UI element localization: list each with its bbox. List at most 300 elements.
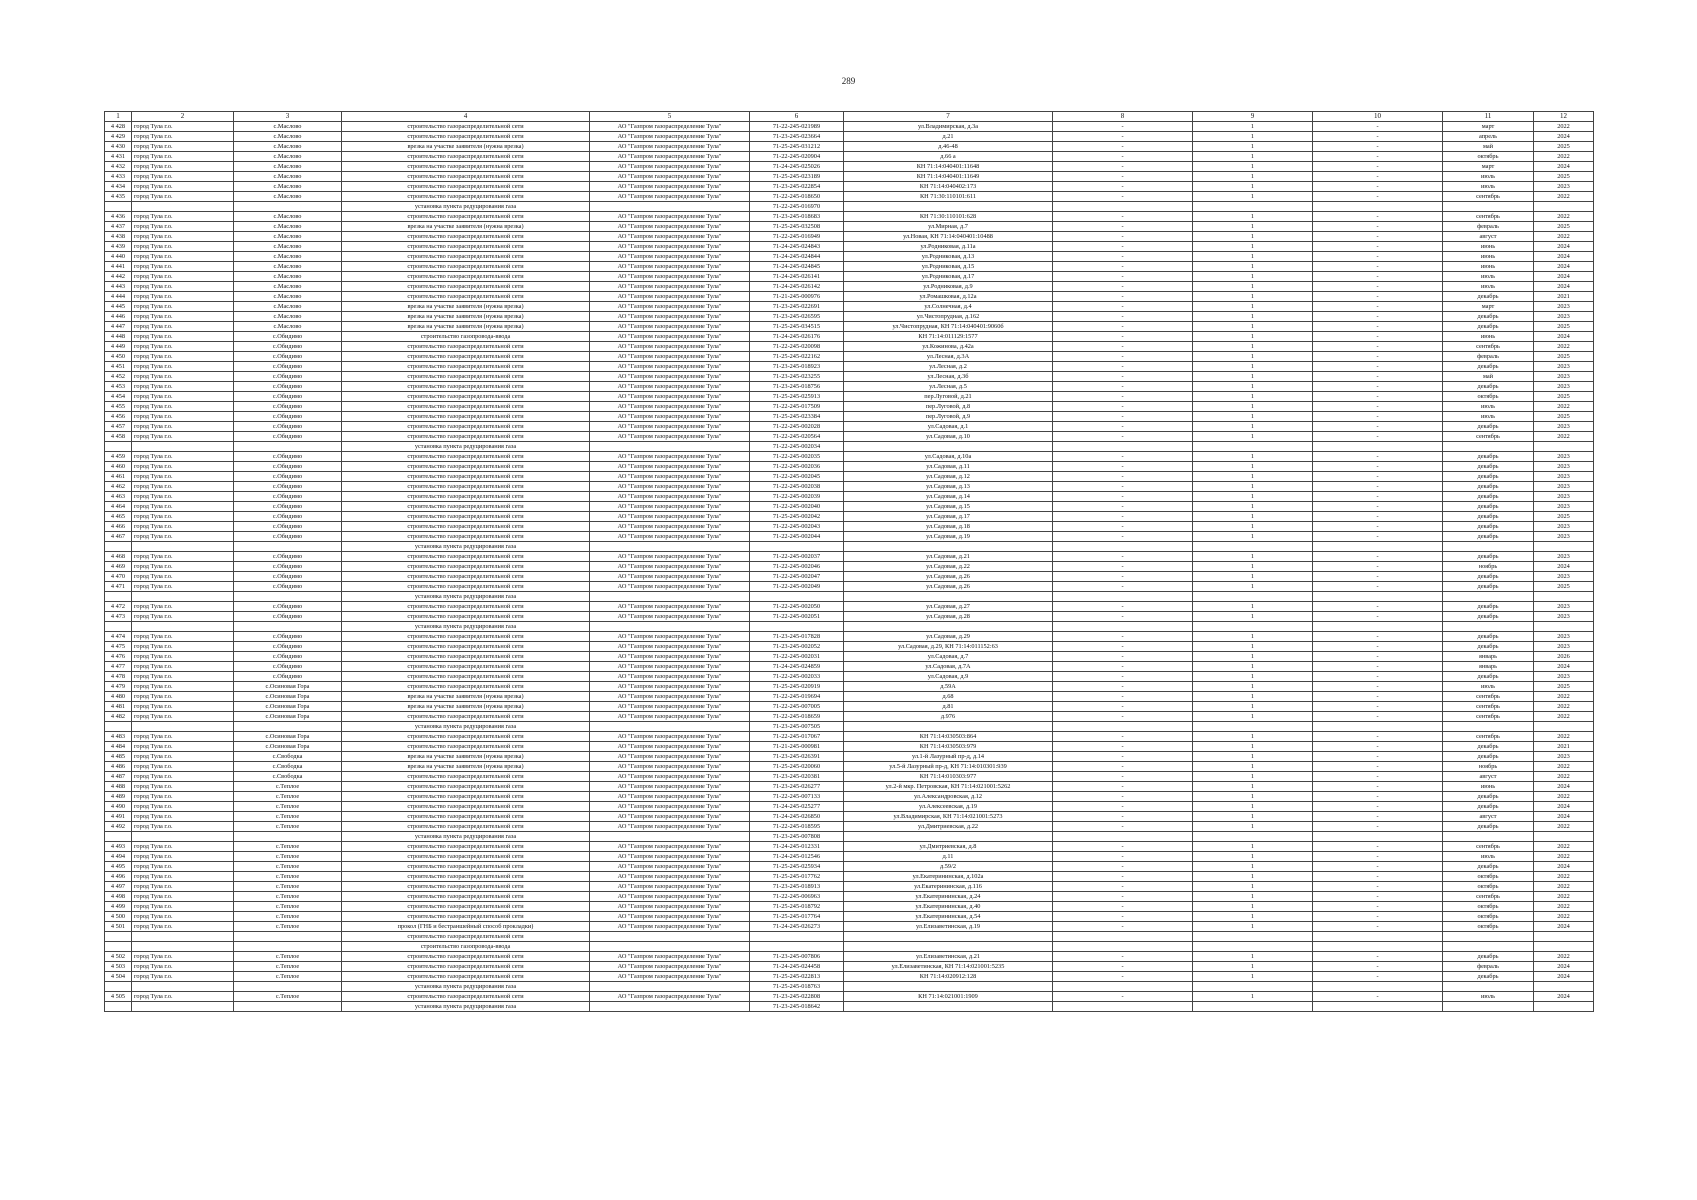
request-code-cell: 71-25-245-025934 xyxy=(750,862,844,872)
column-number-4: 4 xyxy=(342,112,590,122)
year-cell: 2025 xyxy=(1534,582,1594,592)
col9-cell: 1 xyxy=(1193,792,1313,802)
settlement-cell: с.Обидимо xyxy=(234,362,342,372)
organization-cell: АО "Газпром газораспределение Тула" xyxy=(590,762,750,772)
month-cell xyxy=(1443,622,1534,632)
col8-cell: - xyxy=(1053,912,1193,922)
request-code-cell: 71-22-245-002038 xyxy=(750,482,844,492)
address-cell: ул.1-й Лазурный пр-д, д.14 xyxy=(844,752,1053,762)
work-type-cell: строительство газораспределительной сети xyxy=(342,532,590,542)
row-number: 4 484 xyxy=(105,742,132,752)
month-cell xyxy=(1443,1002,1534,1012)
table-row xyxy=(105,552,1594,562)
row-number xyxy=(105,622,132,632)
request-code-cell: 71-23-245-022808 xyxy=(750,992,844,1002)
month-cell: декабрь xyxy=(1443,792,1534,802)
work-type-cell: строительство газопровода-ввода xyxy=(342,942,590,952)
address-cell xyxy=(844,202,1053,212)
settlement-cell xyxy=(234,202,342,212)
table-row xyxy=(105,582,1594,592)
settlement-cell: с.Теплое xyxy=(234,952,342,962)
col8-cell: - xyxy=(1053,142,1193,152)
col9-cell: 1 xyxy=(1193,862,1313,872)
col10-cell: - xyxy=(1313,752,1443,762)
settlement-cell: с.Свободка xyxy=(234,762,342,772)
address-cell: ул.Садовая, д.22 xyxy=(844,562,1053,572)
row-number: 4 437 xyxy=(105,222,132,232)
table-row xyxy=(105,732,1594,742)
request-code-cell: 71-23-245-007808 xyxy=(750,832,844,842)
row-number: 4 457 xyxy=(105,422,132,432)
work-type-cell: строительство газораспределительной сети xyxy=(342,432,590,442)
month-cell: февраль xyxy=(1443,962,1534,972)
col8-cell xyxy=(1053,1002,1193,1012)
row-number: 4 430 xyxy=(105,142,132,152)
table-row xyxy=(105,242,1594,252)
request-code-cell: 71-23-245-018756 xyxy=(750,382,844,392)
request-code-cell: 71-23-245-002052 xyxy=(750,642,844,652)
col8-cell: - xyxy=(1053,492,1193,502)
year-cell: 2025 xyxy=(1534,352,1594,362)
row-number: 4 465 xyxy=(105,512,132,522)
col8-cell: - xyxy=(1053,352,1193,362)
table-row xyxy=(105,282,1594,292)
organization-cell: АО "Газпром газораспределение Тула" xyxy=(590,912,750,922)
row-number: 4 493 xyxy=(105,842,132,852)
col10-cell: - xyxy=(1313,562,1443,572)
address-cell: КН 71:14:040401:11648 xyxy=(844,162,1053,172)
row-number: 4 486 xyxy=(105,762,132,772)
column-number-10: 10 xyxy=(1313,112,1443,122)
col10-cell: - xyxy=(1313,462,1443,472)
address-cell: ул.Садовая, д.13 xyxy=(844,482,1053,492)
request-code-cell: 71-25-245-017762 xyxy=(750,872,844,882)
row-number: 4 445 xyxy=(105,302,132,312)
table-row xyxy=(105,592,1594,602)
month-cell: сентябрь xyxy=(1443,432,1534,442)
year-cell: 2023 xyxy=(1534,312,1594,322)
column-number-6: 6 xyxy=(750,112,844,122)
col9-cell: 1 xyxy=(1193,872,1313,882)
col9-cell: 1 xyxy=(1193,652,1313,662)
organization-cell: АО "Газпром газораспределение Тула" xyxy=(590,792,750,802)
work-type-cell: строительство газораспределительной сети xyxy=(342,882,590,892)
settlement-cell: с.Теплое xyxy=(234,912,342,922)
row-number: 4 452 xyxy=(105,372,132,382)
col10-cell: - xyxy=(1313,362,1443,372)
col8-cell: - xyxy=(1053,902,1193,912)
organization-cell: АО "Газпром газораспределение Тула" xyxy=(590,892,750,902)
month-cell: июнь xyxy=(1443,242,1534,252)
request-code-cell: 71-21-245-000981 xyxy=(750,742,844,752)
work-type-cell: строительство газораспределительной сети xyxy=(342,912,590,922)
year-cell: 2022 xyxy=(1534,902,1594,912)
row-number: 4 472 xyxy=(105,602,132,612)
col8-cell: - xyxy=(1053,962,1193,972)
col9-cell xyxy=(1193,932,1313,942)
col8-cell: - xyxy=(1053,242,1193,252)
col8-cell: - xyxy=(1053,752,1193,762)
month-cell: декабрь xyxy=(1443,322,1534,332)
city-cell: город Тула г.о. xyxy=(132,262,234,272)
table-body xyxy=(105,122,1594,1012)
row-number: 4 463 xyxy=(105,492,132,502)
address-cell: ул.Садовая, д.28 xyxy=(844,612,1053,622)
col10-cell: - xyxy=(1313,772,1443,782)
col10-cell: - xyxy=(1313,122,1443,132)
col8-cell: - xyxy=(1053,522,1193,532)
work-type-cell: врезка на участке заявителя (нужна врезка) xyxy=(342,142,590,152)
city-cell: город Тула г.о. xyxy=(132,402,234,412)
col10-cell: - xyxy=(1313,742,1443,752)
address-cell: ул.Садовая, д.17 xyxy=(844,512,1053,522)
col10-cell: - xyxy=(1313,582,1443,592)
row-number: 4 450 xyxy=(105,352,132,362)
organization-cell: АО "Газпром газораспределение Тула" xyxy=(590,412,750,422)
address-cell: ул.Садовая, д.11 xyxy=(844,462,1053,472)
table-row xyxy=(105,412,1594,422)
organization-cell: АО "Газпром газораспределение Тула" xyxy=(590,352,750,362)
month-cell: декабрь xyxy=(1443,502,1534,512)
work-type-cell: строительство газораспределительной сети xyxy=(342,252,590,262)
year-cell: 2024 xyxy=(1534,782,1594,792)
year-cell: 2023 xyxy=(1534,422,1594,432)
month-cell: сентябрь xyxy=(1443,692,1534,702)
organization-cell: АО "Газпром газораспределение Тула" xyxy=(590,262,750,272)
row-number: 4 495 xyxy=(105,862,132,872)
col9-cell: 1 xyxy=(1193,852,1313,862)
table-row xyxy=(105,212,1594,222)
col8-cell: - xyxy=(1053,162,1193,172)
month-cell: август xyxy=(1443,232,1534,242)
request-code-cell: 71-25-245-020060 xyxy=(750,762,844,772)
year-cell xyxy=(1534,942,1594,952)
work-type-cell: врезка на участке заявителя (нужна врезка) xyxy=(342,752,590,762)
month-cell: август xyxy=(1443,812,1534,822)
col9-cell xyxy=(1193,982,1313,992)
month-cell: июнь xyxy=(1443,782,1534,792)
city-cell: город Тула г.о. xyxy=(132,912,234,922)
request-code-cell: 71-22-245-017509 xyxy=(750,402,844,412)
organization-cell: АО "Газпром газораспределение Тула" xyxy=(590,512,750,522)
month-cell: декабрь xyxy=(1443,492,1534,502)
organization-cell xyxy=(590,942,750,952)
city-cell: город Тула г.о. xyxy=(132,992,234,1002)
settlement-cell xyxy=(234,1002,342,1012)
request-code-cell: 71-21-245-000976 xyxy=(750,292,844,302)
month-cell xyxy=(1443,982,1534,992)
work-type-cell: строительство газораспределительной сети xyxy=(342,282,590,292)
year-cell xyxy=(1534,592,1594,602)
table-row xyxy=(105,342,1594,352)
address-cell: КН 71:30:110101:611 xyxy=(844,192,1053,202)
year-cell: 2024 xyxy=(1534,242,1594,252)
row-number: 4 469 xyxy=(105,562,132,572)
table-row xyxy=(105,622,1594,632)
request-code-cell: 71-23-245-020381 xyxy=(750,772,844,782)
city-cell: город Тула г.о. xyxy=(132,822,234,832)
table-row xyxy=(105,222,1594,232)
column-number-3: 3 xyxy=(234,112,342,122)
organization-cell: АО "Газпром газораспределение Тула" xyxy=(590,362,750,372)
settlement-cell: с.Маслово xyxy=(234,302,342,312)
col10-cell: - xyxy=(1313,222,1443,232)
table-row xyxy=(105,312,1594,322)
col9-cell: 1 xyxy=(1193,132,1313,142)
col8-cell: - xyxy=(1053,132,1193,142)
registry-table xyxy=(104,111,1594,1012)
month-cell: апрель xyxy=(1443,132,1534,142)
address-cell: ул.Садовая, д.18 xyxy=(844,522,1053,532)
col10-cell: - xyxy=(1313,602,1443,612)
table-row xyxy=(105,352,1594,362)
address-cell: ул.Садовая, д.27 xyxy=(844,602,1053,612)
col8-cell xyxy=(1053,932,1193,942)
col9-cell: 1 xyxy=(1193,802,1313,812)
col8-cell: - xyxy=(1053,872,1193,882)
row-number: 4 480 xyxy=(105,692,132,702)
city-cell: город Тула г.о. xyxy=(132,872,234,882)
table-row xyxy=(105,232,1594,242)
settlement-cell: с.Маслово xyxy=(234,172,342,182)
work-type-cell: строительство газораспределительной сети xyxy=(342,742,590,752)
settlement-cell: с.Обидимо xyxy=(234,422,342,432)
organization-cell: АО "Газпром газораспределение Тула" xyxy=(590,292,750,302)
col10-cell: - xyxy=(1313,292,1443,302)
table-row xyxy=(105,202,1594,212)
row-number: 4 438 xyxy=(105,232,132,242)
col8-cell: - xyxy=(1053,362,1193,372)
address-cell: ул.Садовая, д.19 xyxy=(844,532,1053,542)
col10-cell: - xyxy=(1313,192,1443,202)
col10-cell: - xyxy=(1313,972,1443,982)
col9-cell: 1 xyxy=(1193,172,1313,182)
col8-cell: - xyxy=(1053,742,1193,752)
row-number: 4 456 xyxy=(105,412,132,422)
request-code-cell: 71-24-245-024843 xyxy=(750,242,844,252)
organization-cell: АО "Газпром газораспределение Тула" xyxy=(590,552,750,562)
work-type-cell: строительство газораспределительной сети xyxy=(342,602,590,612)
address-cell: ул.Садовая, д.7 xyxy=(844,652,1053,662)
organization-cell: АО "Газпром газораспределение Тула" xyxy=(590,682,750,692)
col8-cell: - xyxy=(1053,662,1193,672)
settlement-cell: с.Теплое xyxy=(234,992,342,1002)
col10-cell xyxy=(1313,592,1443,602)
city-cell: город Тула г.о. xyxy=(132,162,234,172)
col8-cell: - xyxy=(1053,192,1193,202)
address-cell: ул.Родниковая, д.9 xyxy=(844,282,1053,292)
row-number: 4 468 xyxy=(105,552,132,562)
year-cell xyxy=(1534,202,1594,212)
work-type-cell: установка пункта редуцирования газа xyxy=(342,592,590,602)
organization-cell xyxy=(590,542,750,552)
month-cell: июль xyxy=(1443,272,1534,282)
row-number: 4 485 xyxy=(105,752,132,762)
work-type-cell: строительство газораспределительной сети xyxy=(342,462,590,472)
address-cell: КН 71:14:030503:979 xyxy=(844,742,1053,752)
settlement-cell: с.Обидимо xyxy=(234,512,342,522)
col9-cell: 1 xyxy=(1193,812,1313,822)
request-code-cell: 71-23-245-023664 xyxy=(750,132,844,142)
year-cell: 2023 xyxy=(1534,382,1594,392)
col8-cell: - xyxy=(1053,612,1193,622)
request-code-cell: 71-22-245-021989 xyxy=(750,122,844,132)
organization-cell: АО "Газпром газораспределение Тула" xyxy=(590,132,750,142)
work-type-cell: строительство газораспределительной сети xyxy=(342,932,590,942)
month-cell: декабрь xyxy=(1443,512,1534,522)
row-number: 4 481 xyxy=(105,702,132,712)
row-number xyxy=(105,442,132,452)
year-cell: 2025 xyxy=(1534,172,1594,182)
month-cell: декабрь xyxy=(1443,582,1534,592)
table-row xyxy=(105,602,1594,612)
settlement-cell: с.Маслово xyxy=(234,242,342,252)
row-number: 4 482 xyxy=(105,712,132,722)
col10-cell: - xyxy=(1313,432,1443,442)
city-cell: город Тула г.о. xyxy=(132,882,234,892)
request-code-cell: 71-22-245-002037 xyxy=(750,552,844,562)
city-cell: город Тула г.о. xyxy=(132,582,234,592)
work-type-cell: строительство газораспределительной сети xyxy=(342,772,590,782)
year-cell: 2022 xyxy=(1534,702,1594,712)
col9-cell xyxy=(1193,592,1313,602)
year-cell: 2023 xyxy=(1534,612,1594,622)
organization-cell: АО "Газпром газораспределение Тула" xyxy=(590,332,750,342)
organization-cell xyxy=(590,592,750,602)
settlement-cell xyxy=(234,932,342,942)
address-cell xyxy=(844,722,1053,732)
col10-cell: - xyxy=(1313,872,1443,882)
city-cell: город Тула г.о. xyxy=(132,142,234,152)
col10-cell: - xyxy=(1313,412,1443,422)
organization-cell: АО "Газпром газораспределение Тула" xyxy=(590,232,750,242)
row-number: 4 443 xyxy=(105,282,132,292)
organization-cell: АО "Газпром газораспределение Тула" xyxy=(590,632,750,642)
col9-cell: 1 xyxy=(1193,782,1313,792)
col10-cell: - xyxy=(1313,152,1443,162)
year-cell: 2022 xyxy=(1534,792,1594,802)
year-cell: 2023 xyxy=(1534,532,1594,542)
year-cell: 2023 xyxy=(1534,372,1594,382)
year-cell: 2023 xyxy=(1534,752,1594,762)
address-cell: ул.Садовая, д.7А xyxy=(844,662,1053,672)
col8-cell xyxy=(1053,942,1193,952)
address-cell: КН 71:14:010303:977 xyxy=(844,772,1053,782)
address-cell: ул.Екатерининская, д.116 xyxy=(844,882,1053,892)
table-row xyxy=(105,542,1594,552)
col10-cell: - xyxy=(1313,612,1443,622)
organization-cell: АО "Газпром газораспределение Тула" xyxy=(590,712,750,722)
year-cell: 2021 xyxy=(1534,742,1594,752)
col8-cell: - xyxy=(1053,802,1193,812)
col10-cell: - xyxy=(1313,142,1443,152)
row-number: 4 454 xyxy=(105,392,132,402)
col10-cell: - xyxy=(1313,712,1443,722)
table-row xyxy=(105,322,1594,332)
month-cell: сентябрь xyxy=(1443,702,1534,712)
work-type-cell: строительство газораспределительной сети xyxy=(342,522,590,532)
col8-cell xyxy=(1053,832,1193,842)
city-cell: город Тула г.о. xyxy=(132,812,234,822)
request-code-cell: 71-22-245-018650 xyxy=(750,192,844,202)
request-code-cell: 71-22-245-006963 xyxy=(750,892,844,902)
request-code-cell: 71-22-245-002034 xyxy=(750,442,844,452)
col10-cell: - xyxy=(1313,252,1443,262)
col10-cell xyxy=(1313,542,1443,552)
work-type-cell: врезка на участке заявителя (нужна врезка) xyxy=(342,692,590,702)
organization-cell: АО "Газпром газораспределение Тула" xyxy=(590,612,750,622)
request-code-cell: 71-22-245-016970 xyxy=(750,202,844,212)
row-number: 4 449 xyxy=(105,342,132,352)
settlement-cell: с.Маслово xyxy=(234,132,342,142)
settlement-cell: с.Обидимо xyxy=(234,642,342,652)
col8-cell: - xyxy=(1053,922,1193,932)
month-cell: июнь xyxy=(1443,252,1534,262)
row-number: 4 467 xyxy=(105,532,132,542)
organization-cell: АО "Газпром газораспределение Тула" xyxy=(590,322,750,332)
year-cell: 2022 xyxy=(1534,192,1594,202)
row-number: 4 458 xyxy=(105,432,132,442)
col10-cell: - xyxy=(1313,472,1443,482)
col8-cell: - xyxy=(1053,862,1193,872)
request-code-cell: 71-24-245-024845 xyxy=(750,262,844,272)
city-cell: город Тула г.о. xyxy=(132,612,234,622)
settlement-cell xyxy=(234,832,342,842)
request-code-cell: 71-25-245-034515 xyxy=(750,322,844,332)
request-code-cell: 71-25-245-031212 xyxy=(750,142,844,152)
table-row xyxy=(105,812,1594,822)
city-cell: город Тула г.о. xyxy=(132,952,234,962)
col10-cell xyxy=(1313,722,1443,732)
col10-cell: - xyxy=(1313,922,1443,932)
request-code-cell: 71-22-245-002036 xyxy=(750,462,844,472)
settlement-cell: с.Теплое xyxy=(234,892,342,902)
table-row xyxy=(105,762,1594,772)
address-cell: ул.Лесная, д.5 xyxy=(844,382,1053,392)
address-cell: пер.Луговой, д.9 xyxy=(844,412,1053,422)
city-cell: город Тула г.о. xyxy=(132,222,234,232)
row-number: 4 496 xyxy=(105,872,132,882)
table-row xyxy=(105,952,1594,962)
row-number: 4 498 xyxy=(105,892,132,902)
settlement-cell: с.Теплое xyxy=(234,842,342,852)
work-type-cell: строительство газораспределительной сети xyxy=(342,212,590,222)
table-row xyxy=(105,842,1594,852)
year-cell: 2023 xyxy=(1534,632,1594,642)
address-cell: ул.Владимирская, КН 71:14:021001:5273 xyxy=(844,812,1053,822)
col10-cell: - xyxy=(1313,642,1443,652)
col10-cell: - xyxy=(1313,962,1443,972)
request-code-cell: 71-25-245-023189 xyxy=(750,172,844,182)
month-cell: декабрь xyxy=(1443,382,1534,392)
col9-cell xyxy=(1193,942,1313,952)
col10-cell: - xyxy=(1313,302,1443,312)
address-cell: ул.Садовая, д.21 xyxy=(844,552,1053,562)
month-cell: сентябрь xyxy=(1443,842,1534,852)
table-row xyxy=(105,1002,1594,1012)
settlement-cell: с.Обидимо xyxy=(234,652,342,662)
address-cell xyxy=(844,942,1053,952)
address-cell: ул.Александровская, д.12 xyxy=(844,792,1053,802)
table-row xyxy=(105,332,1594,342)
page-number: 289 xyxy=(841,76,856,86)
year-cell: 2022 xyxy=(1534,952,1594,962)
table-row xyxy=(105,962,1594,972)
table-row xyxy=(105,922,1594,932)
table-row xyxy=(105,152,1594,162)
organization-cell: АО "Газпром газораспределение Тула" xyxy=(590,142,750,152)
city-cell: город Тула г.о. xyxy=(132,432,234,442)
